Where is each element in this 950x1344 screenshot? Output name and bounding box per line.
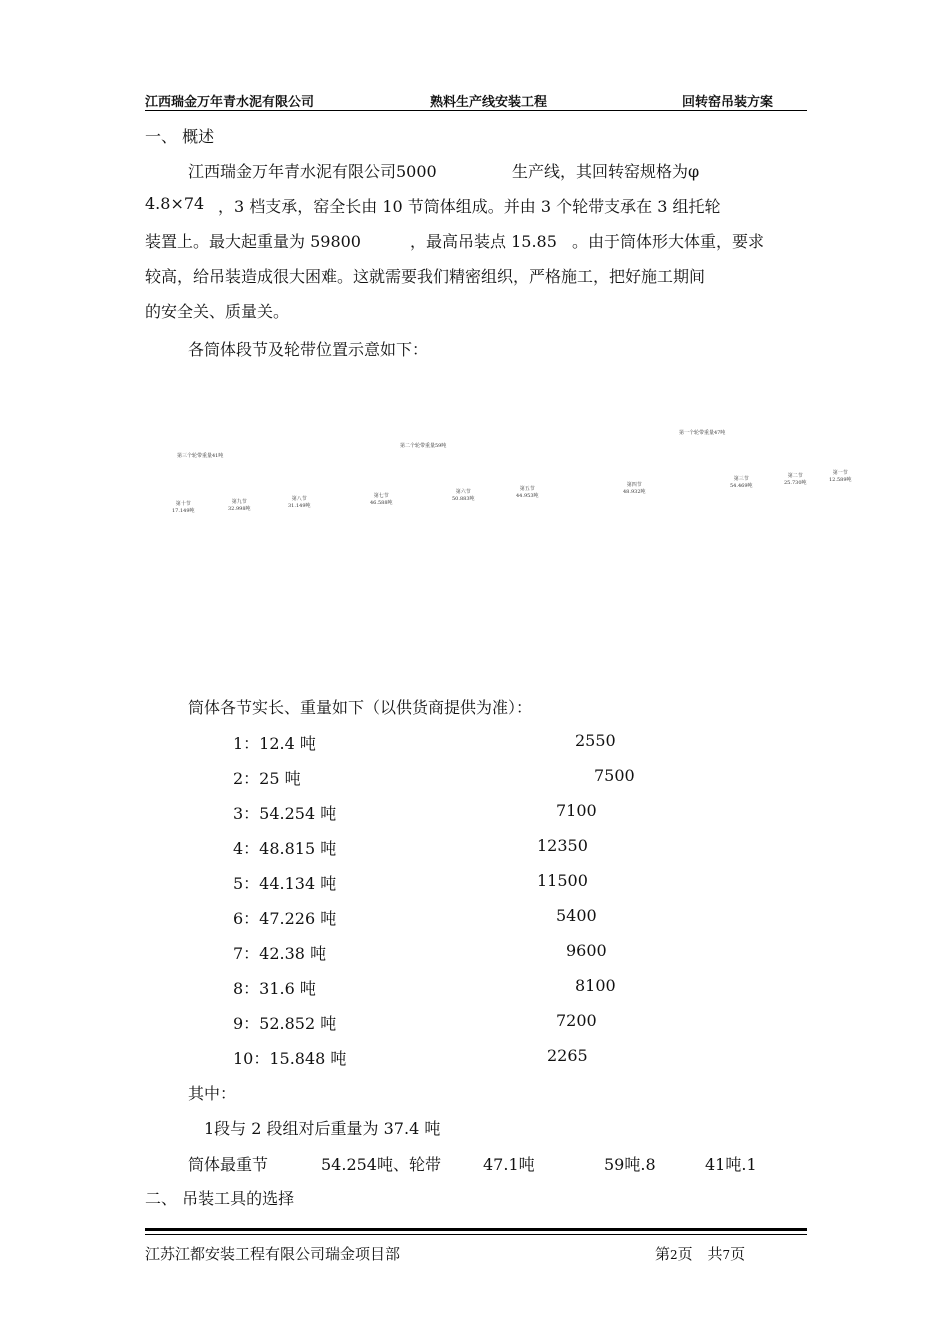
para-3b: ，最高吊装点 15.85 bbox=[410, 232, 557, 251]
para-3a: 装置上。最大起重量为 59800 bbox=[145, 232, 361, 251]
note-2b: 54.254吨、轮带 bbox=[321, 1155, 441, 1174]
kiln-section-9 bbox=[228, 499, 251, 513]
kiln-section-2 bbox=[784, 473, 807, 487]
footer-rule-thick bbox=[145, 1228, 807, 1231]
note-heading: 其中： bbox=[188, 1084, 237, 1103]
tire-label-3: 第三个轮带重量41吨 bbox=[177, 453, 224, 459]
kiln-section-1 bbox=[829, 470, 852, 484]
page-label-suffix: 页 bbox=[677, 1245, 693, 1263]
kiln-section-8 bbox=[288, 496, 311, 510]
para-1a: 江西瑞金万年青水泥有限公司5000 bbox=[188, 162, 437, 181]
list-item-label: 7：42.38 吨 bbox=[233, 944, 327, 963]
section-name: 第四节 bbox=[626, 482, 642, 488]
list-item-label: 10：15.848 吨 bbox=[233, 1049, 347, 1068]
list-item-value: 9600 bbox=[566, 941, 607, 960]
section1-heading: 一、 概述 bbox=[145, 127, 215, 146]
kiln-section-10 bbox=[172, 501, 195, 515]
section-name: 第五节 bbox=[519, 486, 535, 492]
section-name: 第六节 bbox=[455, 489, 471, 495]
note-1: 1段与 2 段组对后重量为 37.4 吨 bbox=[204, 1119, 441, 1138]
header-company: 江西瑞金万年青水泥有限公司 bbox=[145, 95, 315, 110]
list-item-value: 7200 bbox=[556, 1011, 597, 1030]
section-weight: 31.149吨 bbox=[288, 503, 311, 509]
list-item-value: 11500 bbox=[537, 871, 588, 890]
section-weight: 12.589吨 bbox=[829, 477, 852, 483]
header-doc-title: 回转窑吊装方案 bbox=[682, 95, 774, 110]
page-label: 第 bbox=[655, 1245, 671, 1263]
list-item-label: 5：44.134 吨 bbox=[233, 874, 337, 893]
section-weight: 50.883吨 bbox=[452, 496, 475, 502]
para-3c: 。由于筒体形大体重，要求 bbox=[572, 232, 765, 251]
list-item-label: 8：31.6 吨 bbox=[233, 979, 316, 998]
para-1b: 生产线，其回转窑规格为φ bbox=[512, 162, 700, 181]
section-name: 第二节 bbox=[787, 473, 803, 479]
section-weight: 17.149吨 bbox=[172, 508, 195, 514]
list-item-label: 1：12.4 吨 bbox=[233, 734, 316, 753]
section-weight: 48.932吨 bbox=[623, 489, 646, 495]
section-weight: 44.953吨 bbox=[516, 493, 539, 499]
section-name: 第九节 bbox=[231, 499, 247, 505]
para-2a: 4.8×74 bbox=[145, 194, 205, 213]
kiln-section-7 bbox=[370, 493, 393, 507]
page-indicator bbox=[655, 1243, 745, 1264]
list-item-label: 9：52.852 吨 bbox=[233, 1014, 337, 1033]
section-weight: 32.998吨 bbox=[228, 506, 251, 512]
section-weight: 54.469吨 bbox=[730, 483, 753, 489]
note-2a: 筒体最重节 bbox=[188, 1155, 269, 1174]
header-rule bbox=[145, 110, 807, 111]
total-label-suffix: 页 bbox=[730, 1245, 746, 1263]
list-item-value: 2550 bbox=[575, 731, 616, 750]
kiln-section-4 bbox=[623, 482, 646, 496]
list-item-value: 7500 bbox=[594, 766, 635, 785]
kiln-section-6 bbox=[452, 489, 475, 503]
section2-heading: 二、 吊装工具的选择 bbox=[145, 1189, 295, 1208]
para-4: 较高，给吊装造成很大困难。这就需要我们精密组织，严格施工，把好施工期间 bbox=[145, 267, 706, 286]
list-item-label: 6：47.226 吨 bbox=[233, 909, 337, 928]
footer-company: 江苏江都安装工程有限公司瑞金项目部 bbox=[145, 1245, 401, 1263]
list-item-value: 12350 bbox=[537, 836, 588, 855]
note-2c: 47.1吨 bbox=[483, 1155, 535, 1174]
section-weight: 25.730吨 bbox=[784, 480, 807, 486]
list-item-label: 4：48.815 吨 bbox=[233, 839, 337, 858]
header-project: 熟料生产线安装工程 bbox=[430, 95, 548, 110]
list-item-label: 3：54.254 吨 bbox=[233, 804, 337, 823]
page-number: 2 bbox=[670, 1248, 678, 1262]
para-5: 的安全关、质量关。 bbox=[145, 302, 290, 321]
para-2b: ，3 档支承，窑全长由 10 节筒体组成。并由 3 个轮带支承在 3 组托轮 bbox=[218, 197, 721, 216]
note-2d: 59吨.8 bbox=[604, 1155, 656, 1174]
kiln-section-3 bbox=[730, 476, 753, 490]
list-intro: 筒体各节实长、重量如下（以供货商提供为准）： bbox=[188, 698, 533, 717]
list-item-value: 2265 bbox=[547, 1046, 588, 1065]
para-6: 各筒体段节及轮带位置示意如下： bbox=[188, 340, 429, 359]
kiln-section-5 bbox=[516, 486, 539, 500]
total-pages: 7 bbox=[722, 1248, 731, 1262]
section-name: 第八节 bbox=[291, 496, 307, 502]
list-item-value: 7100 bbox=[556, 801, 597, 820]
note-2e: 41吨.1 bbox=[705, 1155, 757, 1174]
section-name: 第十节 bbox=[175, 501, 191, 507]
section-name: 第七节 bbox=[373, 493, 389, 499]
section-name: 第一节 bbox=[832, 470, 848, 476]
section-name: 第三节 bbox=[733, 476, 749, 482]
total-label: 共 bbox=[707, 1245, 723, 1263]
tire-label-1: 第一个轮带重量47吨 bbox=[679, 430, 726, 436]
list-item-value: 5400 bbox=[556, 906, 597, 925]
section-weight: 46.588吨 bbox=[370, 500, 393, 506]
list-item-label: 2：25 吨 bbox=[233, 769, 301, 788]
footer-rule-thin bbox=[145, 1234, 807, 1235]
list-item-value: 8100 bbox=[575, 976, 616, 995]
tire-label-2: 第二个轮带重量59吨 bbox=[400, 443, 447, 449]
